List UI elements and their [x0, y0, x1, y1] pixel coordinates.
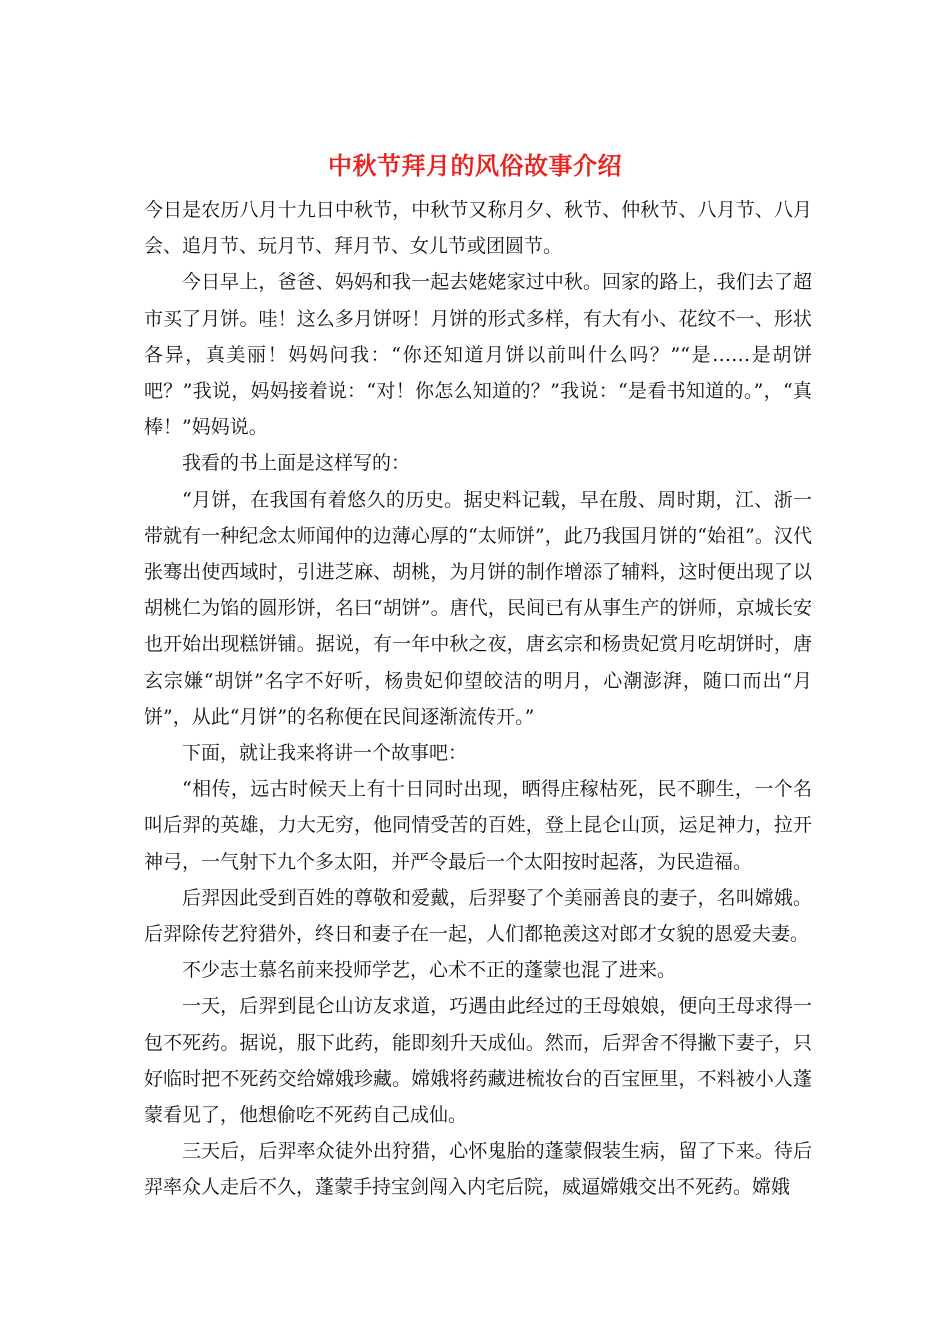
document-title: 中秋节拜月的风俗故事介绍 [328, 151, 622, 180]
paragraph: 不少志士慕名前来投师学艺，心术不正的蓬蒙也混了进来。 [182, 959, 677, 982]
paragraph: 下面，就让我来将讲一个故事吧： [182, 742, 468, 765]
paragraph: 后羿因此受到百姓的尊敬和爱戴，后羿娶了个美丽善良的妻子，名叫嫦娥。后羿除传艺狩猎外，终日和妻子在一起，人们都艳羡这对郎才女貌的恩爱夫妻。 [144, 886, 812, 946]
paragraph: 今日早上，爸爸、妈妈和我一起去姥姥家过中秋。回家的路上，我们去了超市买了月饼。哇！这么多月饼呀！月饼的形式多样，有大有小、花纹不一、形状各异，真美丽！妈妈问我：“你还知道月饼以前叫什么吗？”“是……是胡饼吧？”我说，妈妈接着说：“对！你怎么知道的？”我说：“是看书知道的。”，“真棒！”妈妈说。 [144, 271, 812, 439]
document-body [144, 192, 812, 1206]
paragraph: 我看的书上面是这样写的： [182, 452, 411, 475]
paragraph-quote: “月饼，在我国有着悠久的历史。据史料记载，早在殷、周时期，江、浙一带就有一种纪念太师闻仲的边薄心厚的“太师饼”，此乃我国月饼的“始祖”。汉代张骞出使西域时，引进芝麻、胡桃，为月饼的制作增添了辅料，这时便出现了以胡桃仁为馅的圆形饼，名曰“胡饼”。唐代，民间已有从事生产的饼师，京城长安也开始出现糕饼铺。据说，有一年中秋之夜，唐玄宗和杨贵妃赏月吃胡饼时，唐玄宗嫌“胡饼”名字不好听，杨贵妃仰望皎洁的明月，心潮澎湃，随口而出“月饼”，从此“月饼”的名称便在民间逐渐流传开。” [144, 488, 812, 728]
paragraph-quote: “相传，远古时候天上有十日同时出现，晒得庄稼枯死，民不聊生，一个名叫后羿的英雄，力大无穷，他同情受苦的百姓，登上昆仑山顶，运足神力，拉开神弓，一气射下九个多太阳，并严令最后一个太阳按时起落，为民造福。 [144, 778, 812, 873]
paragraph: 一天，后羿到昆仑山访友求道，巧遇由此经过的王母娘娘，便向王母求得一包不死药。据说，服下此药，能即刻升天成仙。然而，后羿舍不得撇下妻子，只好临时把不死药交给嫦娥珍藏。嫦娥将药藏进梳妆台的百宝匣里，不料被小人蓬蒙看见了，他想偷吃不死药自己成仙。 [144, 995, 812, 1127]
paragraph: 三天后，后羿率众徒外出狩猎，心怀鬼胎的蓬蒙假装生病，留了下来。待后羿率众人走后不久，蓬蒙手持宝剑闯入内宅后院，威逼嫦娥交出不死药。嫦娥 [144, 1140, 812, 1199]
paragraph-intro: 今日是农历八月十九日中秋节，中秋节又称月夕、秋节、仲秋节、八月节、八月会、追月节、玩月节、拜月节、女儿节或团圆节。 [144, 199, 812, 258]
